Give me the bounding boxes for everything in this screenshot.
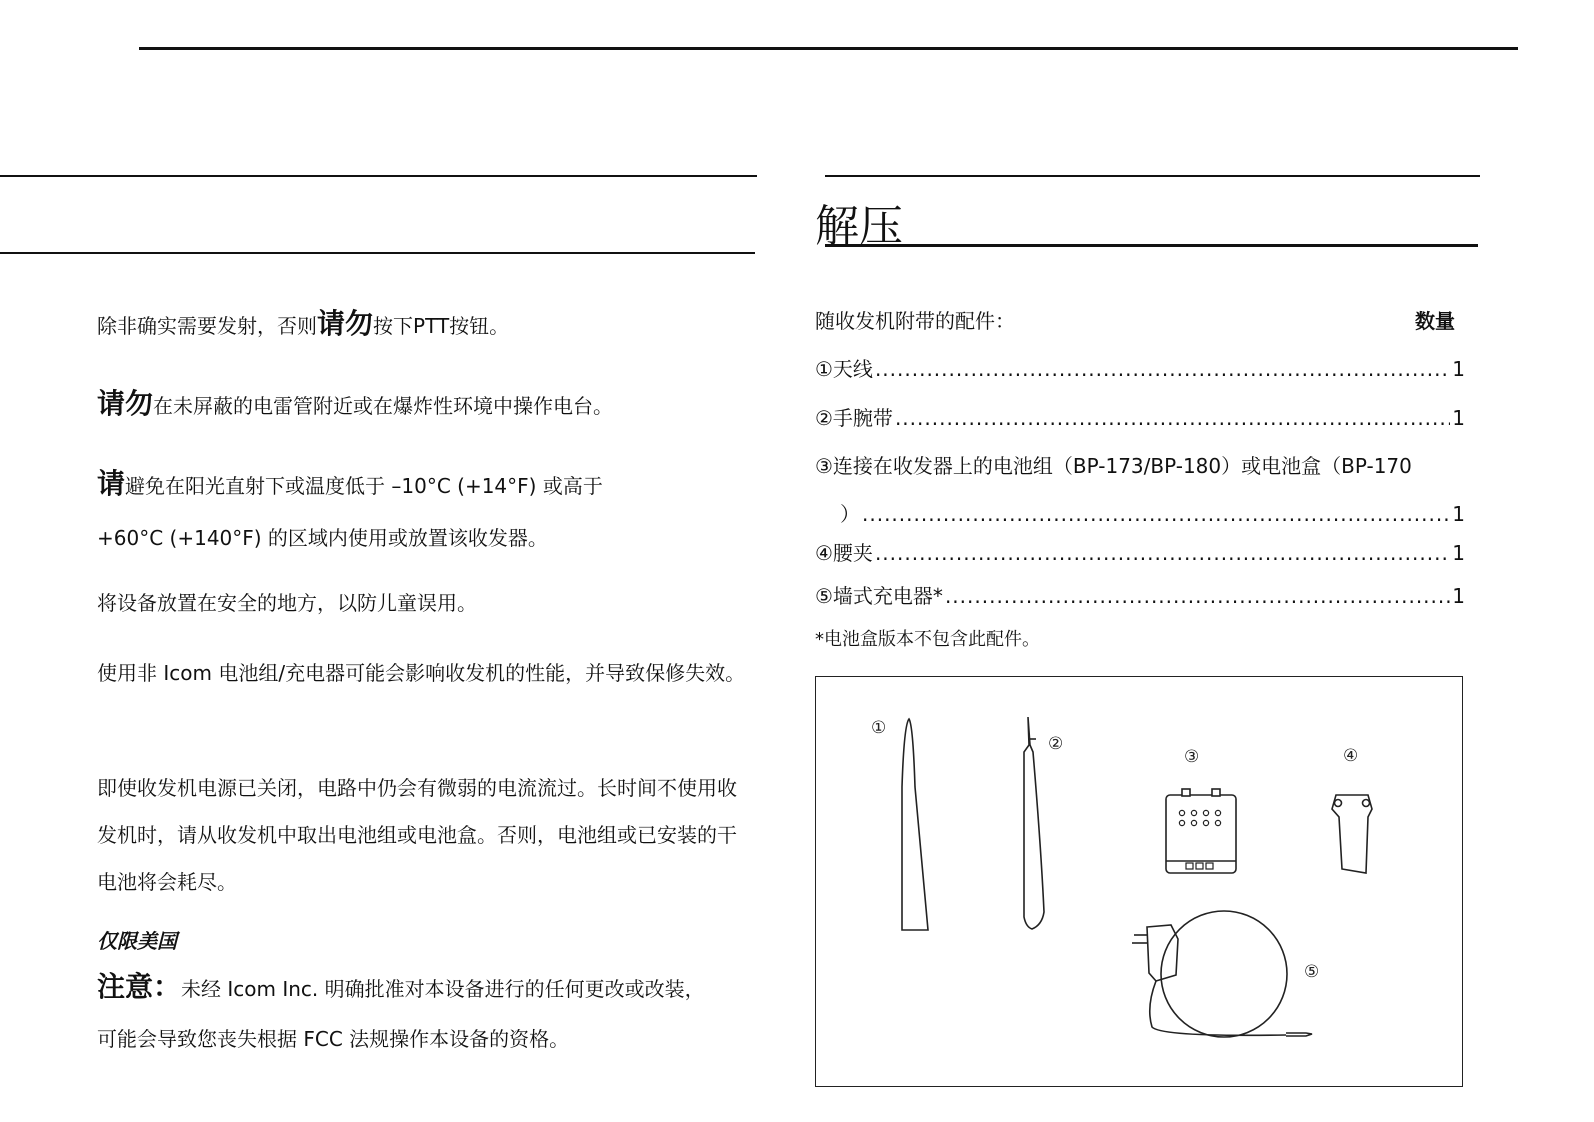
- accessory-item-battery-pack-cont: ） ..... 1: [840, 498, 1465, 527]
- accessory-item-wall-charger: ⑤墙式充电器* ..... 1: [815, 580, 1465, 609]
- figure-label: ①: [871, 718, 887, 738]
- accessory-item-battery-pack: ③连接在收发器上的电池组（BP-173/BP-180）或电池盒（BP-170: [815, 454, 1412, 478]
- accessory-qty: 1: [1452, 584, 1465, 608]
- antenna-illustration: [902, 719, 928, 930]
- left-section-rule-bottom: [0, 252, 755, 254]
- figure-label: ②: [1048, 734, 1064, 754]
- accessories-illustration: [815, 676, 1463, 1087]
- page-title: 解压: [815, 201, 903, 252]
- footnote: *电池盒版本不包含此配件。: [815, 629, 1040, 650]
- title-underline: [825, 244, 1478, 247]
- emphasis-do-not: 请勿: [97, 387, 154, 420]
- hand-strap-illustration: [1024, 717, 1044, 929]
- usa-only-heading: 仅限美国: [97, 929, 177, 953]
- precaution-temperature: 请避免在阳光直射下或温度低于 –10°C (+14°F) 或高于 +60°C (+140°F) 的区域内使用或放置该收发器。: [97, 467, 603, 550]
- accessory-qty: 1: [1452, 357, 1465, 381]
- accessory-qty: 1: [1452, 502, 1465, 526]
- accessory-qty: 1: [1452, 541, 1465, 565]
- precaution-explosive: 请勿在未屏蔽的电雷管附近或在爆炸性环境中操作电台。: [97, 387, 614, 420]
- right-section-rule-top: [825, 175, 1480, 177]
- quantity-header: 数量: [1415, 309, 1455, 333]
- emphasis-please: 请: [97, 467, 126, 500]
- figure-label: ③: [1184, 747, 1200, 767]
- battery-pack-illustration: [1166, 789, 1236, 873]
- accessories-header: 随收发机附带的配件：: [815, 309, 1015, 333]
- caution-fcc: 注意：未经 Icom Inc. 明确批准对本设备进行的任何更改或改装， 可能会导致您丧失根据 FCC 法规操作本设备的资格。: [97, 970, 705, 1051]
- precaution-power-drain: 即使收发机电源已关闭，电路中仍会有微弱的电流流过。长时间不使用收发机时，请从收发机中取出电池组或电池盒。否则，电池组或已安装的干电池将会耗尽。: [97, 776, 737, 894]
- accessory-item-antenna: ①天线 ..... 1: [815, 353, 1465, 382]
- accessory-qty: 1: [1452, 406, 1465, 430]
- belt-clip-illustration: [1332, 795, 1372, 873]
- left-section-rule-top: [0, 175, 757, 177]
- accessory-item-belt-clip: ④腰夹 ..... 1: [815, 537, 1465, 566]
- precaution-battery-warranty: 使用非 Icom 电池组/充电器可能会影响收发机的性能，并导致保修失效。: [97, 661, 746, 685]
- caution-label: 注意：: [97, 970, 182, 1003]
- figure-label: ⑤: [1304, 962, 1320, 982]
- emphasis-do-not: 请勿: [317, 307, 374, 340]
- accessory-item-hand-strap: ②手腕带 ..... 1: [815, 402, 1465, 431]
- top-rule: [139, 47, 1518, 50]
- precaution-ptt: 除非确实需要发射，否则请勿按下PTT按钮。: [97, 307, 510, 340]
- wall-charger-illustration: [1132, 911, 1312, 1037]
- figure-label: ④: [1343, 746, 1359, 766]
- precaution-children: 将设备放置在安全的地方，以防儿童误用。: [97, 591, 477, 615]
